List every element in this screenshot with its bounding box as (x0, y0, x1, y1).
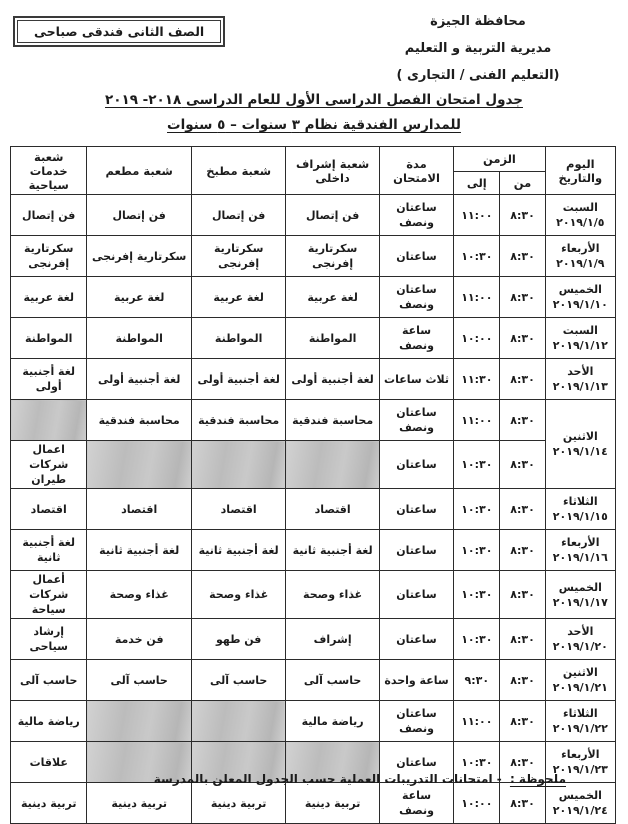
day-name: الأربعاء (561, 536, 600, 549)
date-value: ٢٠١٩/١/١٢ (552, 339, 608, 352)
time-to-cell: ١٠:٣٠ (454, 530, 500, 571)
subject-cell-restaurant (87, 441, 192, 489)
subject-cell-kitchen: محاسبة فندقية (191, 400, 285, 441)
time-from-cell: ٨:٣٠ (500, 571, 545, 619)
subject-cell-kitchen: فن طهو (191, 619, 285, 660)
date-value: ٢٠١٩/١/١٦ (552, 551, 608, 564)
duration-cell: ساعتان (379, 742, 453, 783)
duration-cell: ساعتان (379, 441, 453, 489)
time-from-cell: ٨:٣٠ (500, 318, 545, 359)
day-name: الأربعاء (561, 242, 600, 255)
header-tourism-services-branch: شعبة خدمات سياحية (11, 147, 87, 195)
subject-cell-services: تربية دينية (11, 783, 87, 824)
day-name: الخميس (558, 789, 602, 802)
day-name: الاثنين (562, 430, 598, 443)
subject-cell-restaurant: محاسبة فندقية (87, 400, 192, 441)
time-to-cell: ١١:٠٠ (454, 277, 500, 318)
subject-cell-supervision: اقتصاد (286, 489, 379, 530)
time-to-cell: ١١:٣٠ (454, 359, 500, 400)
subject-cell-supervision: محاسبة فندقية (286, 400, 379, 441)
subject-cell-services: لغة أجنبية ثانية (11, 530, 87, 571)
subject-cell-supervision: سكرتارية إفرنجى (286, 236, 379, 277)
subject-cell-restaurant: لغة أجنبية أولى (87, 359, 192, 400)
org-line-education-type: (التعليم الفنى / التجارى ) (396, 68, 560, 83)
day-date-cell (545, 660, 615, 701)
subject-cell-kitchen: لغة أجنبية ثانية (191, 530, 285, 571)
time-from-cell: ٨:٣٠ (500, 660, 545, 701)
header-row-1 (11, 147, 616, 172)
date-value: ٢٠١٩/١/٢١ (552, 681, 608, 694)
subject-cell-kitchen (191, 701, 285, 742)
subject-cell-restaurant: لغة عربية (87, 277, 192, 318)
subject-cell-services: اقتصاد (11, 489, 87, 530)
day-date-cell (545, 783, 615, 824)
day-date-cell (545, 277, 615, 318)
subject-cell-supervision: لغة أجنبية ثانية (286, 530, 379, 571)
table-row (11, 701, 616, 742)
table-row (11, 619, 616, 660)
subject-cell-restaurant: فن خدمة (87, 619, 192, 660)
date-value: ٢٠١٩/١/١٠ (552, 298, 608, 311)
duration-cell: ساعتان (379, 619, 453, 660)
subject-cell-services: علاقات (11, 742, 87, 783)
subject-cell-kitchen: اقتصاد (191, 489, 285, 530)
class-label: الصف الثانى فندقى صباحى (17, 20, 221, 43)
duration-cell: ساعتان (379, 236, 453, 277)
duration-cell: ساعتان (379, 530, 453, 571)
header-day-date: اليوم والتاريخ (545, 147, 615, 195)
time-from-cell: ٨:٣٠ (500, 489, 545, 530)
note-label: ملحوظة : (509, 772, 566, 786)
date-value: ٢٠١٩/١/٢٢ (552, 722, 608, 735)
header-time-to: إلى (454, 172, 500, 195)
subject-cell-supervision: لغة عربية (286, 277, 379, 318)
schedule-title: جدول امتحان الفصل الدراسى الأول للعام الدراسى ٢٠١٨- ٢٠١٩ (105, 92, 523, 108)
date-value: ٢٠١٩/١/١٥ (552, 510, 608, 523)
duration-cell: ساعة واحدة (379, 660, 453, 701)
time-to-cell: ١٠:٣٠ (454, 236, 500, 277)
subject-cell-kitchen: لغة عربية (191, 277, 285, 318)
footnote (154, 772, 566, 786)
table-row (11, 571, 616, 619)
subject-cell-supervision: غذاء وصحة (286, 571, 379, 619)
date-value: ٢٠١٩/١/١٤ (552, 445, 608, 458)
time-to-cell: ١٠:٣٠ (454, 489, 500, 530)
day-name: الثلاثاء (563, 495, 598, 508)
subject-cell-kitchen: حاسب آلى (191, 660, 285, 701)
titles-block (0, 88, 628, 138)
header-duration: مدة الامتحان (379, 147, 453, 195)
header-restaurant-branch: شعبة مطعم (87, 147, 192, 195)
date-value: ٢٠١٩/١/١٣ (552, 380, 608, 393)
time-from-cell: ٨:٣٠ (500, 359, 545, 400)
time-from-cell: ٨:٣٠ (500, 742, 545, 783)
subject-cell-kitchen (191, 441, 285, 489)
duration-cell: ساعتان (379, 489, 453, 530)
day-date-cell (545, 619, 615, 660)
time-from-cell: ٨:٣٠ (500, 619, 545, 660)
day-name: الخميس (558, 580, 602, 594)
subject-cell-services: أعمال شركات سياحة (11, 571, 87, 619)
subject-cell-services: لغة عربية (11, 277, 87, 318)
duration-cell: ساعتان ونصف (379, 195, 453, 236)
table-row (11, 318, 616, 359)
subject-cell-restaurant: تربية دينية (87, 783, 192, 824)
day-date-cell (545, 701, 615, 742)
time-to-cell: ١١:٠٠ (454, 701, 500, 742)
subject-cell-restaurant: حاسب آلى (87, 660, 192, 701)
day-name: الخميس (558, 283, 602, 296)
table-row (11, 236, 616, 277)
table-body (11, 195, 616, 824)
subject-cell-restaurant: سكرتارية إفرنجى (87, 236, 192, 277)
duration-cell: ساعتان ونصف (379, 277, 453, 318)
date-value: ٢٠١٩/١/٩ (556, 257, 605, 270)
subject-cell-services: إرشاد سياحى (11, 619, 87, 660)
time-to-cell: ١٠:٣٠ (454, 441, 500, 489)
duration-cell: ساعة ونصف (379, 318, 453, 359)
time-from-cell: ٨:٣٠ (500, 441, 545, 489)
day-name: الأربعاء (561, 748, 600, 761)
table-row (11, 489, 616, 530)
time-from-cell: ٨:٣٠ (500, 236, 545, 277)
duration-cell: ساعتان (379, 571, 453, 619)
date-value: ٢٠١٩/١/٢٣ (552, 763, 608, 776)
day-date-cell (545, 530, 615, 571)
subject-cell-supervision (286, 441, 379, 489)
day-date-cell (545, 571, 615, 619)
day-date-cell (545, 359, 615, 400)
time-from-cell: ٨:٣٠ (500, 400, 545, 441)
header-kitchen-branch: شعبة مطبخ (191, 147, 285, 195)
header-time-from: من (500, 172, 545, 195)
subject-cell-services: سكرتارية إفرنجى (11, 236, 87, 277)
time-to-cell: ١٠:٠٠ (454, 318, 500, 359)
table-row (11, 359, 616, 400)
day-name: السبت (562, 201, 598, 214)
schedule-subtitle: للمدارس الفندقية نظام ٣ سنوات – ٥ سنوات (167, 117, 461, 133)
duration-cell: ساعة ونصف (379, 783, 453, 824)
subject-cell-services: فن إتصال (11, 195, 87, 236)
class-label-box (13, 16, 225, 47)
subject-cell-restaurant: غذاء وصحة (87, 571, 192, 619)
day-name: الثلاثاء (563, 707, 598, 720)
subject-cell-kitchen: تربية دينية (191, 783, 285, 824)
table-row (11, 660, 616, 701)
subject-cell-services: اعمال شركات طيران (11, 441, 87, 489)
subject-cell-kitchen: سكرتارية إفرنجى (191, 236, 285, 277)
header-time: الزمن (454, 147, 545, 172)
subject-cell-supervision: حاسب آلى (286, 660, 379, 701)
duration-cell: ساعتان ونصف (379, 701, 453, 742)
subject-cell-services (11, 400, 87, 441)
time-to-cell: ١٠:٣٠ (454, 619, 500, 660)
time-to-cell: ١١:٠٠ (454, 195, 500, 236)
subject-cell-kitchen: فن إتصال (191, 195, 285, 236)
date-value: ٢٠١٩/١/١٧ (552, 595, 608, 609)
subject-cell-kitchen: غذاء وصحة (191, 571, 285, 619)
time-to-cell: ١١:٠٠ (454, 400, 500, 441)
time-from-cell: ٨:٣٠ (500, 195, 545, 236)
subject-cell-supervision: المواطنة (286, 318, 379, 359)
table-header (11, 147, 616, 195)
date-value: ٢٠١٩/١/٢٠ (552, 640, 608, 653)
subject-cell-kitchen: لغة أجنبية أولى (191, 359, 285, 400)
day-name: الأحد (567, 625, 594, 638)
subject-cell-supervision: فن إتصال (286, 195, 379, 236)
subject-cell-supervision: لغة أجنبية أولى (286, 359, 379, 400)
table-row (11, 530, 616, 571)
time-from-cell: ٨:٣٠ (500, 783, 545, 824)
table-row (11, 783, 616, 824)
time-from-cell: ٨:٣٠ (500, 701, 545, 742)
duration-cell: ثلاث ساعات (379, 359, 453, 400)
time-from-cell: ٨:٣٠ (500, 277, 545, 318)
subject-cell-supervision: تربية دينية (286, 783, 379, 824)
org-header (358, 8, 598, 89)
table-row (11, 277, 616, 318)
date-value: ٢٠١٩/١/٥ (556, 216, 605, 229)
day-date-cell (545, 318, 615, 359)
day-date-cell (545, 489, 615, 530)
duration-cell: ساعتان ونصف (379, 400, 453, 441)
subject-cell-supervision: إشراف (286, 619, 379, 660)
subject-cell-services: رياضة مالية (11, 701, 87, 742)
org-line-directorate: مديرية التربية و التعليم (404, 41, 552, 56)
time-to-cell: ١٠:٣٠ (454, 742, 500, 783)
table-row (11, 400, 616, 441)
exam-schedule-table (10, 146, 616, 824)
subject-cell-services: لغة أجنبية أولى (11, 359, 87, 400)
date-value: ٢٠١٩/١/٢٤ (552, 804, 608, 817)
subject-cell-restaurant: اقتصاد (87, 489, 192, 530)
day-date-cell (545, 195, 615, 236)
subject-cell-restaurant (87, 701, 192, 742)
org-line-governorate: محافظة الجيزة (430, 14, 526, 29)
day-date-cell (545, 236, 615, 277)
time-to-cell: ١٠:٠٠ (454, 783, 500, 824)
time-to-cell: ٩:٣٠ (454, 660, 500, 701)
subject-cell-restaurant: فن إتصال (87, 195, 192, 236)
time-to-cell: ١٠:٣٠ (454, 571, 500, 619)
subject-cell-services: المواطنة (11, 318, 87, 359)
day-name: السبت (562, 324, 598, 337)
subject-cell-supervision: رياضة مالية (286, 701, 379, 742)
subject-cell-kitchen: المواطنة (191, 318, 285, 359)
day-date-cell (545, 400, 615, 489)
day-name: الأحد (567, 365, 594, 378)
time-from-cell: ٨:٣٠ (500, 530, 545, 571)
subject-cell-restaurant: لغة أجنبية ثانية (87, 530, 192, 571)
subject-cell-restaurant: المواطنة (87, 318, 192, 359)
day-name: الاثنين (562, 666, 598, 679)
table-row (11, 195, 616, 236)
header-supervision-branch: شعبة إشراف داخلى (286, 147, 379, 195)
subject-cell-services: حاسب آلى (11, 660, 87, 701)
table-row (11, 441, 616, 489)
note-text: - امتحانات التدريبات العملية حسب الجدول المعلن بالمدرسة (153, 772, 502, 786)
